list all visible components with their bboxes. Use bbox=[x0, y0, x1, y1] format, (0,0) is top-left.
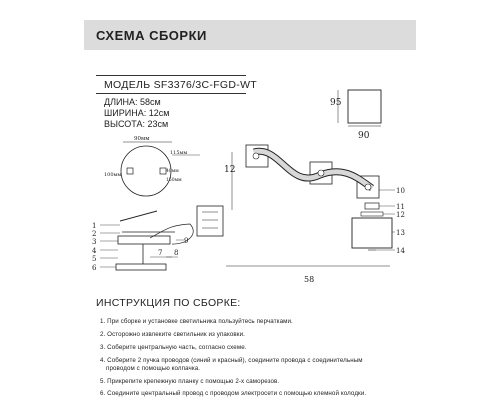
plate-height-label: 115мм bbox=[170, 150, 188, 156]
plate-gap-a-label: 40мм bbox=[166, 169, 179, 174]
plate-width-label: 90мм bbox=[134, 136, 150, 142]
terminal-block bbox=[197, 206, 223, 236]
model-label: МОДЕЛЬ SF3376/3C-FGD-WT bbox=[104, 79, 257, 91]
length-spec: ДЛИНА: 58см bbox=[104, 97, 161, 107]
instruction-step-4: 4. Соберите 2 пучка проводов (синий и красный), соедините провода с соединительным bbox=[100, 357, 363, 364]
instruction-step-1: 1. При сборке и установке светильника пользуйтесь перчатками. bbox=[100, 318, 293, 325]
callout-7: 7 bbox=[158, 249, 163, 257]
glass-shade bbox=[352, 218, 392, 248]
lamp-socket bbox=[365, 203, 379, 209]
ceiling-cup bbox=[118, 236, 170, 244]
callout-10: 10 bbox=[396, 187, 405, 195]
plate-hole-label: 100мм bbox=[104, 172, 122, 178]
instruction-step-6: 6. Соедините центральный провод с проводом электросети с помощью клемной колодки. bbox=[100, 390, 367, 397]
callout-3: 3 bbox=[92, 238, 97, 246]
page-title: СХЕМА СБОРКИ bbox=[96, 28, 207, 43]
canopy-base bbox=[116, 264, 166, 270]
instruction-step-5: 5. Прикрепите крепежную планку с помощью 2-х саморезов. bbox=[100, 378, 280, 385]
ceiling-base-drawing bbox=[348, 90, 381, 123]
plate-gap-b-label: 150мм bbox=[166, 178, 182, 183]
shade-collar bbox=[361, 212, 383, 216]
height-spec: ВЫСОТА: 23см bbox=[104, 119, 169, 129]
instruction-step-2: 2. Осторожно извлеките светильник из упаковки. bbox=[100, 331, 245, 338]
bar-socket-right bbox=[365, 184, 371, 190]
instruction-step-3: 3. Соберите центральную часть, согласно схеме. bbox=[100, 344, 247, 351]
bar-height-label: 12 bbox=[224, 165, 236, 175]
callout-9: 9 bbox=[184, 237, 189, 245]
callout-8: 8 bbox=[174, 249, 179, 257]
plate-mount-left bbox=[127, 168, 133, 174]
callout-4: 4 bbox=[92, 247, 97, 255]
callout-6: 6 bbox=[92, 264, 97, 272]
total-length-label: 58 bbox=[304, 275, 315, 284]
callout-14: 14 bbox=[396, 247, 405, 255]
callout-11: 11 bbox=[396, 203, 405, 211]
instructions-title: ИНСТРУКЦИЯ ПО СБОРКЕ: bbox=[96, 297, 241, 309]
bar-socket-mid bbox=[318, 170, 324, 176]
width-spec: ШИРИНА: 12см bbox=[104, 108, 170, 118]
callout-12: 12 bbox=[396, 211, 405, 219]
callout-2: 2 bbox=[92, 230, 97, 238]
screw-row bbox=[120, 211, 157, 221]
bar-socket-left bbox=[253, 153, 259, 159]
callout-13: 13 bbox=[396, 229, 405, 237]
instruction-step-4-cont: проводом с помощью колпачка. bbox=[106, 365, 201, 372]
callout-1: 1 bbox=[92, 222, 97, 230]
callout-5: 5 bbox=[92, 255, 97, 263]
base-height-label: 95 bbox=[330, 98, 342, 108]
base-width-label: 90 bbox=[358, 131, 370, 141]
